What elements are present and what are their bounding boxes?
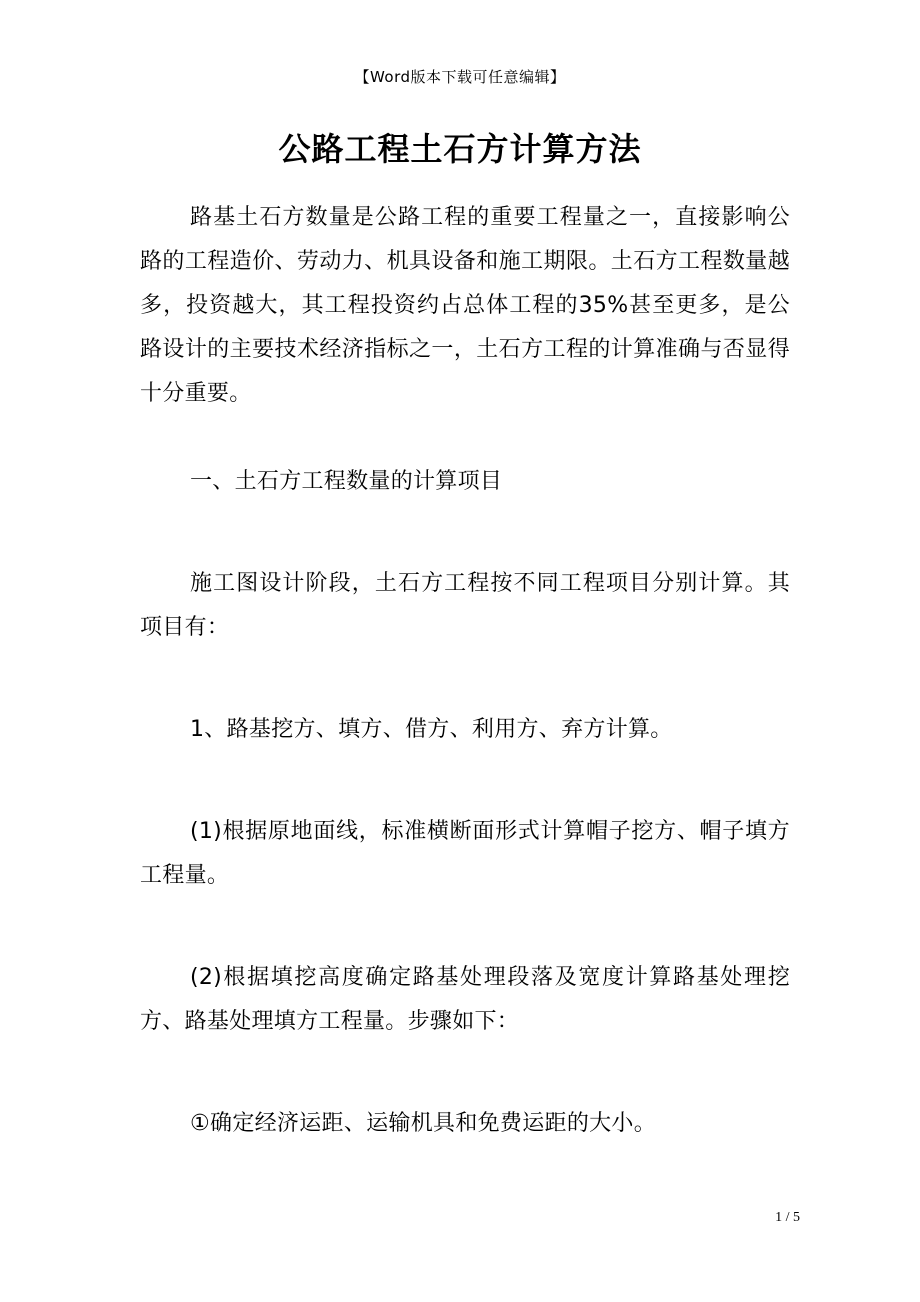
paragraph-items-intro: 施工图设计阶段，土石方工程按不同工程项目分别计算。其项目有： xyxy=(140,571,790,640)
document-title: 公路工程土石方计算方法 xyxy=(278,130,642,168)
list-item: (1)根据原地面线，标准横断面形式计算帽子挖方、帽子填方工程量。 xyxy=(140,819,790,888)
page-number: 1 / 5 xyxy=(775,1210,800,1225)
list-item: ①确定经济运距、运输机具和免费运距的大小。 xyxy=(190,1111,657,1136)
list-item: 1、路基挖方、填方、借方、利用方、弃方计算。 xyxy=(190,717,673,742)
paragraph-intro: 路基土石方数量是公路工程的重要工程量之一，直接影响公路的工程造价、劳动力、机具设备和施工期限。土石方工程数量越多，投资越大，其工程投资约占总体工程的35%甚至更多，是公路设计的主要技术经济指标之一，土石方工程的计算准确与否显得十分重要。 xyxy=(140,205,790,406)
section-heading: 一、土石方工程数量的计算项目 xyxy=(190,469,503,494)
list-item: (2)根据填挖高度确定路基处理段落及宽度计算路基处理挖方、路基处理填方工程量。步骤如下： xyxy=(140,965,790,1034)
header-note: 【Word版本下载可任意编辑】 xyxy=(354,68,566,86)
